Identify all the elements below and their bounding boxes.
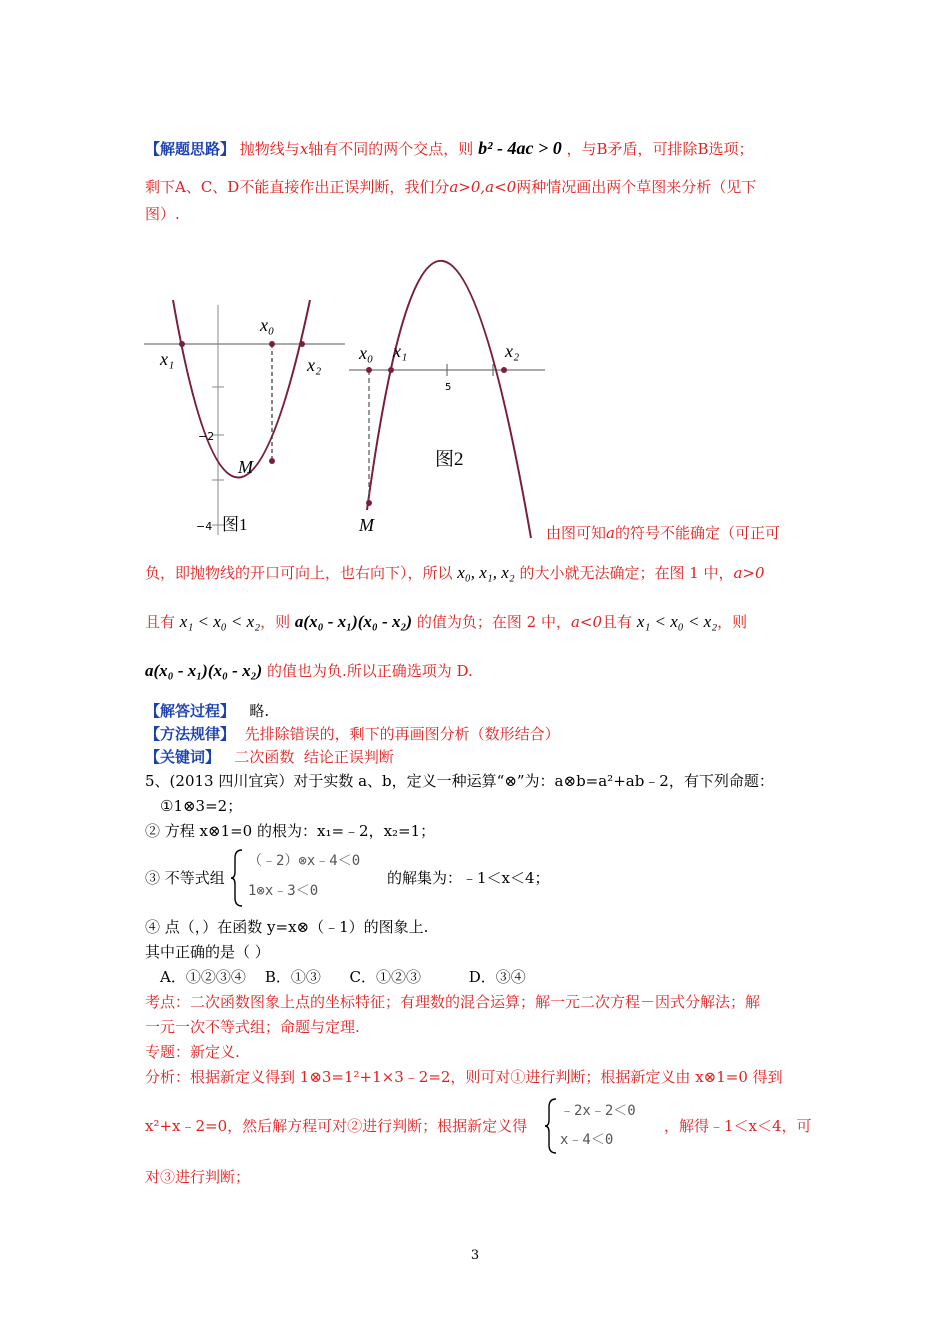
fig2-point-x2: [501, 367, 507, 373]
problem5-ineq2: 1⊗x﹣3＜0: [248, 883, 319, 899]
analysis-line2: 负，即抛物线的开口可向上，也右向下），所以 x₀, x₁, x₂ 的大小就无法确定；在图 1 中，a>0: [145, 563, 765, 582]
answer-line: 【解答过程】 略.: [145, 702, 270, 720]
problem5-ineq1: （﹣2）⊗x﹣4＜0: [248, 853, 361, 869]
fig1-label-x1: x₁: [160, 349, 175, 369]
figure-1-graph: [140, 295, 350, 540]
solution-fenxi2-suffix: ，解得﹣1＜x＜4，可: [664, 1117, 812, 1135]
analysis-line4: a(x₀ - x₁)(x₀ - x₂) 的值也为负.所以正确选项为 D.: [145, 661, 473, 680]
fig2-point-x0: [366, 367, 372, 373]
fig2-caption: 图2: [435, 449, 464, 470]
keywords-line: 【关键词】 二次函数 结论正误判断: [145, 748, 394, 766]
solution-idea-label: 【解题思路】: [145, 140, 236, 158]
fig2-tick-5: 5: [445, 382, 452, 393]
fig1-point-x0: [269, 341, 275, 347]
analysis-line1: 由图可知a的符号不能确定（可正可: [546, 524, 780, 542]
problem5-item2: ② 方程 x⊗1=0 的根为：x₁=﹣2，x₂=1；: [145, 822, 436, 840]
fig2-point-M: [366, 500, 372, 506]
fig2-point-x1: [388, 367, 394, 373]
fig2-label-x0: x₀: [359, 343, 374, 363]
solution-idea-line2: 剩下A、C、D不能直接作出正误判断，我们分a>0,a<0两种情况画出两个草图来分析（见下: [145, 178, 757, 196]
solution-fenxi2-prefix: x²+x﹣2=0，然后解方程可对②进行判断；根据新定义得: [145, 1117, 528, 1135]
fig2-label-x2: x₂: [505, 341, 520, 361]
analysis-line3: 且有 x₁ < x₀ < x₂，则 a(x₀ - x₁)(x₀ - x₂) 的值为负；在图 2 中，a<0且有 x₁ < x₀ < x₂，则: [145, 612, 748, 631]
fig1-label-x0: x₀: [260, 315, 275, 335]
method-line: 【方法规律】 先排除错误的，剩下的再画图分析（数形结合）: [145, 725, 560, 743]
problem5-question: 其中正确的是（ ）: [145, 943, 270, 961]
fig1-point-x1: [179, 341, 185, 347]
fig1-point-M: [269, 458, 275, 464]
fig1-label-M: M: [238, 457, 253, 477]
figure-2-graph: [345, 228, 555, 543]
solution-ineq1: ﹣2x﹣2＜0: [560, 1103, 636, 1119]
fig1-tick-neg4: −4: [196, 520, 213, 533]
problem5-item1: ①1⊗3=2；: [160, 797, 243, 815]
solution-brace: [544, 1097, 558, 1155]
page-number: 3: [470, 1248, 480, 1263]
fig1-label-x2: x₂: [307, 355, 322, 375]
fig1-tick-neg2: −2: [198, 430, 215, 443]
fig2-label-M: M: [359, 515, 374, 535]
problem5-stem: 5、(2013 四川宜宾）对于实数 a、b，定义一种运算“⊗”为：a⊗b=a²+ab﹣2，有下列命题：: [145, 772, 774, 790]
fig2-label-x1: x₁: [393, 341, 408, 361]
solution-idea-line1: 【解题思路】 抛物线与x轴有不同的两个交点，则 b² - 4ac > 0 ，与B矛盾，可排除B选项；: [145, 138, 754, 158]
fig1-point-x2: [299, 341, 305, 347]
solution-zhuanti: 专题：新定义.: [145, 1043, 240, 1061]
problem5-item4: ④ 点（，）在函数 y=x⊗（﹣1）的图象上.: [145, 918, 429, 936]
fig1-caption: 图1: [222, 515, 248, 534]
solution-ineq2: x﹣4＜0: [560, 1132, 614, 1148]
solution-idea-line3: 图）.: [145, 205, 180, 223]
fig1-parabola: [173, 300, 310, 478]
problem5-options: A．①②③④ B．①③ C．①②③ D．③④: [160, 968, 526, 986]
discriminant-formula: b² - 4ac > 0: [478, 138, 562, 158]
problem5-brace: [230, 848, 244, 908]
problem5-item3-prefix: ③ 不等式组: [145, 869, 225, 887]
solution-fenxi3: 对③进行判断；: [145, 1168, 251, 1186]
solution-kaodian2: 一元一次不等式组；命题与定理.: [145, 1018, 360, 1036]
solution-kaodian: 考点：二次函数图象上点的坐标特征；有理数的混合运算；解一元二次方程－因式分解法；解: [145, 993, 761, 1011]
solution-fenxi: 分析：根据新定义得到 1⊗3=1²+1×3﹣2=2，则可对①进行判断；根据新定义由 x⊗1=0 得到: [145, 1068, 783, 1086]
fig2-parabola: [367, 261, 531, 538]
problem5-item3-suffix: 的解集为：﹣1＜x＜4；: [387, 869, 550, 887]
